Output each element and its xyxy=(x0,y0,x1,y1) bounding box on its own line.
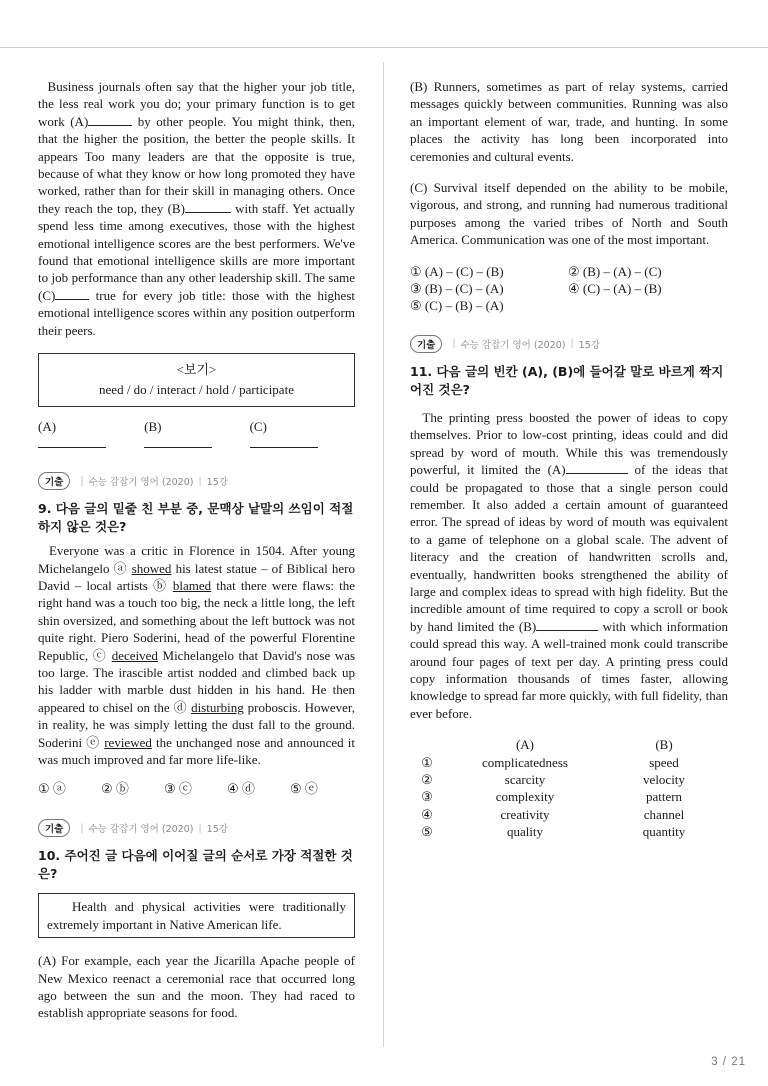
q11-header-blank xyxy=(416,736,438,753)
q9-text-3: that there were flaws: the right hand was a touch too big, the neck a little long, the left shin oversized, and something about the left buttock was not quite right. Piero Soderini, head of the powerful Florentine Republic, xyxy=(38,577,355,663)
q8-text-2: by other people. You might think, then, that the higher the position, the better the people skills. It appears Too many leaders are that the opposite is true, because of what they know or how long promoted they have worked, rather than for their skill in managing others. Once they reach the top, they (B) xyxy=(38,113,355,216)
fill-b-label: (B) xyxy=(144,419,162,435)
q9-lecture: 15강 xyxy=(206,477,228,489)
q11-text-3: with which information could spread this way. A well-trained monk could transcribe around four pages of text per day. A printing press could copy information thousands of times faster, allowing knowledge to spread far more quickly, with full fidelity, than ever before. xyxy=(410,618,728,721)
q11-option-a: complicatedness xyxy=(482,754,568,770)
q11-option-b: pattern xyxy=(645,789,683,805)
q11-option-a: complexity xyxy=(495,789,555,805)
q8-text-4: true for every job title: those with the highest emotional intelligence scores within any position outperform their peers. xyxy=(38,287,355,338)
q10-sep-1: | xyxy=(80,822,84,834)
q9-tag: 기출 xyxy=(38,472,70,490)
marker-d: ⓓ xyxy=(173,699,188,715)
q11-option-row[interactable] xyxy=(416,754,716,771)
q10-sep-2: | xyxy=(198,822,202,834)
q9-source: 수능 감잡기 영어 (2020) xyxy=(88,477,194,489)
marker-a: ⓐ xyxy=(113,560,128,576)
fill-b xyxy=(144,419,227,452)
fill-a-line xyxy=(38,435,106,448)
q9-sep-2: | xyxy=(198,475,202,487)
q11-option-row[interactable] xyxy=(416,788,716,805)
q11-title: 11. 다음 글의 빈칸 (A), (B)에 들어갈 말로 바르게 짝지어진 것은? xyxy=(410,363,724,397)
q9-sep-1: | xyxy=(80,475,84,487)
q9-text-1: Everyone was a critic in Florence in 1504. After young Michelangelo xyxy=(38,543,355,576)
q11-col-b: (B) xyxy=(655,737,673,753)
q11-option-row[interactable] xyxy=(416,823,716,840)
q11-option-a: scarcity xyxy=(504,772,546,787)
q10-paragraph-a: (A) For example, each year the Jicarilla Apache people of New Mexico reenact a ceremonial race that occurred long ago between the sun and the moon. They had raced to establish appropriate seasons for food. xyxy=(38,953,355,1021)
q11-table-header xyxy=(416,736,716,753)
q10-lecture: 15강 xyxy=(206,824,228,836)
q11-option-number: ② xyxy=(421,772,433,787)
q10-option-2[interactable]: ② (B) – (A) – (C) xyxy=(568,263,662,279)
q11-header xyxy=(410,335,728,353)
q10-option-1[interactable]: ① (A) – (C) – (B) xyxy=(410,263,504,279)
fill-c-line xyxy=(250,435,318,448)
q11-option-a: quality xyxy=(506,824,544,840)
q11-text-2: of the ideas that could be propagated to those that a single person could remember. It also added a certain amount of guaranteed error. The spread of ideas by word of mouth was equivalent to a game of telephone on a global scale. The advent of literacy and the creation of handwritten scrolls and, eventually, handwritten books strengthened the ability of large and complex ideas to spread with high fidelity. But the incredible amount of time required to copy a scroll or book by hand limited the (B) xyxy=(410,462,728,634)
q9-text-4: Michelangelo that David's nose was too large. The irascible artist nodded and climbed back up his ladder with marble dust hidden in his hand. He then appeared to chisel on the xyxy=(38,647,356,715)
q10-paragraph-c: (C) Survival itself depended on the ability to be mobile, vigorous, and strong, and running had numerous traditional purposes among the varied tribes of North and South America. Communication was one of the most important. xyxy=(410,180,728,248)
fill-a xyxy=(38,419,122,452)
q8-text-3: with staff. Yet actually spend less time among executives, those with the highest emotional intelligence scores are the best performers. We've found that emotional intelligence skills are more important to job performance than any other leadership skill. The same (C) xyxy=(38,200,356,303)
q10-option-5[interactable]: ⑤ (C) – (B) – (A) xyxy=(410,298,504,314)
blank-b xyxy=(185,200,231,213)
q9-text-2: his latest statue – of Biblical hero David – local artists xyxy=(38,560,355,593)
q8-text-1: Business journals often say that the higher your job title, the less real work you do; your primary function is to get work (A) xyxy=(38,79,356,129)
q10-given-box xyxy=(38,893,355,938)
fill-a-label: (A) xyxy=(38,419,57,435)
q10-option-3[interactable]: ③ (B) – (C) – (A) xyxy=(410,281,504,297)
q9-option-1[interactable]: ① ⓐ xyxy=(38,781,66,797)
page-number: 3 / 21 xyxy=(711,1056,746,1068)
fill-c-label: (C) xyxy=(249,419,267,435)
q8-passage xyxy=(38,78,355,339)
fill-c xyxy=(250,419,333,452)
blank-c xyxy=(55,287,89,300)
q9-option-4[interactable]: ④ ⓓ xyxy=(227,781,255,797)
q11-lecture: 15강 xyxy=(578,339,600,351)
q10-paragraph-b: (B) Runners, sometimes as part of relay systems, carried messages quickly between communities. Running was also an important element of war, trade, and hunting. In some places the activity has long been incorporated into ceremonies and cultural events. xyxy=(410,79,728,164)
underlined-word-a: showed xyxy=(131,560,172,576)
q10-header xyxy=(38,819,355,837)
q10-source: 수능 감잡기 영어 (2020) xyxy=(88,824,194,836)
marker-b: ⓑ xyxy=(152,577,168,593)
q11 xyxy=(410,335,728,841)
fill-b-line xyxy=(144,435,212,448)
q9-passage xyxy=(38,542,355,768)
q9-text-5: proboscis. However, in reality, he was simply letting the dust fall to the ground. Soderini xyxy=(38,699,355,750)
q11-text-1: The printing press boosted the power of ideas to copy themselves. Prior to low-cost printing, ideas could and did spread by word of mouth. While this was tremendously powerful, it limited the (A) xyxy=(410,409,729,478)
q11-tag: 기출 xyxy=(410,335,442,353)
q11-option-b: channel xyxy=(643,806,685,822)
q11-option-a: creativity xyxy=(500,806,550,822)
column-divider xyxy=(383,62,384,1047)
q11-option-row[interactable] xyxy=(416,771,716,788)
blank-a xyxy=(88,113,132,126)
q11-sep-2: | xyxy=(570,338,574,350)
q11-option-number: ① xyxy=(421,754,433,770)
header-rule xyxy=(0,47,768,48)
fill-in-row xyxy=(38,419,355,452)
right-column xyxy=(410,78,728,841)
underlined-word-b: blamed xyxy=(172,577,212,593)
bogi-words: need / do / interact / hold / participate xyxy=(99,382,294,398)
q9-title: 9. 다음 글의 밑줄 친 부분 중, 문맥상 낱말의 쓰임이 적절하지 않은 것은? xyxy=(38,501,354,535)
q9-text-6: the unchanged nose and announced it was much improved and far more life-like. xyxy=(38,734,355,767)
q9-option-3[interactable]: ③ ⓒ xyxy=(164,781,192,797)
q10-options xyxy=(410,263,728,315)
q9 xyxy=(38,472,355,797)
left-column xyxy=(38,78,355,1022)
q9-option-2[interactable]: ② ⓑ xyxy=(101,781,129,797)
q11-option-number: ④ xyxy=(421,806,433,822)
q11-passage xyxy=(410,409,728,722)
underlined-word-c: deceived xyxy=(111,647,158,663)
q11-blank-b xyxy=(536,618,598,631)
q11-option-row[interactable] xyxy=(416,806,716,823)
q9-options xyxy=(38,778,355,797)
bogi-box xyxy=(38,353,355,407)
marker-e: ⓔ xyxy=(86,734,101,750)
q11-option-b: velocity xyxy=(643,772,685,787)
q11-option-number: ⑤ xyxy=(421,824,433,840)
q10-title: 10. 주어진 글 다음에 이어질 글의 순서로 가장 적절한 것은? xyxy=(38,848,353,882)
q10-option-4[interactable]: ④ (C) – (A) – (B) xyxy=(568,281,662,297)
q10 xyxy=(38,819,355,1021)
q9-option-5[interactable]: ⑤ ⓔ xyxy=(290,781,318,797)
q11-source: 수능 감잡기 영어 (2020) xyxy=(460,339,566,351)
q11-option-b: quantity xyxy=(642,824,686,840)
marker-c: ⓒ xyxy=(92,647,108,663)
q11-col-a: (A) xyxy=(515,737,535,753)
q10-tag: 기출 xyxy=(38,819,70,837)
underlined-word-d: disturbing xyxy=(191,699,244,715)
bogi-title: <보기> xyxy=(176,362,217,378)
underlined-word-e: reviewed xyxy=(104,734,152,750)
q11-answer-table xyxy=(416,736,716,840)
q11-sep-1: | xyxy=(452,338,456,350)
q11-option-number: ③ xyxy=(421,789,433,805)
q9-header xyxy=(38,472,355,490)
q11-option-b: speed xyxy=(649,754,679,770)
q11-blank-a xyxy=(566,461,628,474)
q10-given-text: Health and physical activities were traditionally extremely important in Native American life. xyxy=(47,899,346,932)
